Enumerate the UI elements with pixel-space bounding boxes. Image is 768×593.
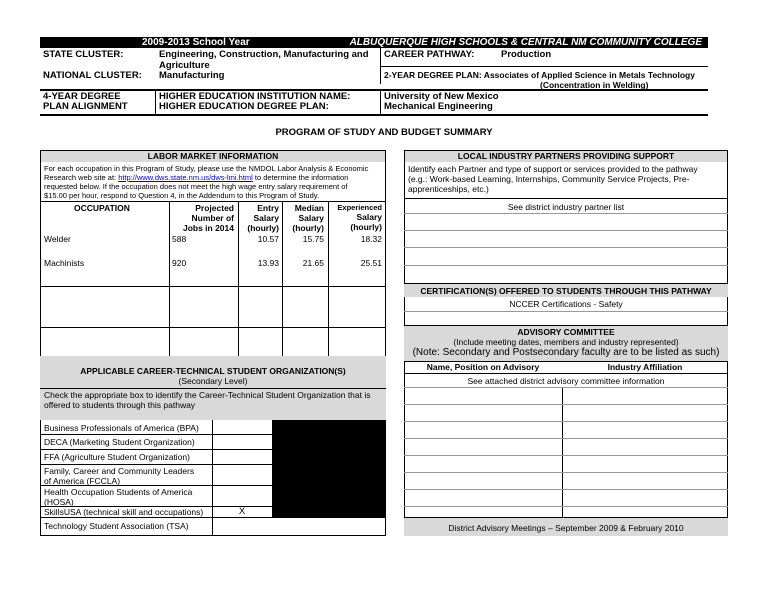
table-row-occupation: Welder: [44, 234, 71, 244]
career-pathway-label: CAREER PATHWAY:: [384, 49, 475, 60]
ctso-org-bpa: Business Professionals of America (BPA): [44, 423, 199, 433]
nmdol-link[interactable]: http://www.dws.state.nm.us/dws-lmi.html: [118, 173, 253, 182]
advisory-sub: (Include meeting dates, members and industry represented): [453, 337, 679, 347]
certification-title: CERTIFICATION(S) OFFERED TO STUDENTS THROUGH THIS PATHWAY: [420, 286, 712, 296]
state-cluster-label: STATE CLUSTER:: [43, 49, 124, 60]
ctso-org-hosa: Health Occupation Students of America (HOSA): [44, 487, 193, 507]
degree-plan-line2: (Concentration in Welding): [540, 80, 649, 90]
institution-label: HIGHER EDUCATION INSTITUTION NAME:: [159, 91, 351, 102]
ctso-org-tsa: Technology Student Association (TSA): [44, 521, 189, 531]
state-cluster-value: Engineering, Construction, Manufacturing and Agriculture: [159, 49, 369, 71]
col-occupation: OCCUPATION: [74, 203, 130, 213]
institution-value: University of New Mexico: [384, 91, 499, 102]
table-row-entry: 13.93: [257, 258, 279, 268]
degree-value: Mechanical Engineering: [384, 101, 493, 112]
labor-intro-line: requested below. If the occupation does not meet the high wage entry salary requirement of: [44, 182, 348, 191]
table-row-entry: 10.57: [257, 234, 279, 244]
four-year-label-1: 4-YEAR DEGREE: [43, 91, 121, 102]
career-pathway-value: Production: [501, 49, 552, 60]
advisory-col-name: Name, Position on Advisory: [426, 362, 540, 372]
certification-entry: NCCER Certifications - Safety: [509, 299, 623, 309]
advisory-title: ADVISORY COMMITTEE: [517, 327, 615, 337]
labor-market-intro: [44, 164, 384, 200]
checkbox-bpa[interactable]: [212, 423, 272, 434]
table-row-median: 15.75: [302, 234, 324, 244]
checkbox-fccla[interactable]: [212, 466, 272, 484]
ctso-blackout: [272, 420, 386, 517]
partners-title: LOCAL INDUSTRY PARTNERS PROVIDING SUPPORT: [457, 151, 675, 161]
col-projected: Projected Number of Jobs in 2014: [182, 203, 234, 233]
national-cluster-value: Manufacturing: [159, 70, 225, 81]
ctso-title: APPLICABLE CAREER-TECHNICAL STUDENT ORGANIZATION(S): [80, 366, 346, 376]
table-row-experienced: 18.32: [360, 234, 382, 244]
table-row-experienced: 25.51: [360, 258, 382, 268]
partners-entry: See district industry partner list: [507, 202, 625, 212]
school-year: 2009-2013 School Year: [142, 37, 250, 48]
four-year-label-2: PLAN ALIGNMENT: [43, 101, 128, 112]
col-entry: Entry Salary (hourly): [247, 203, 279, 233]
ctso-org-fccla: Family, Career and Community Leaders of America (FCCLA): [44, 466, 195, 486]
national-cluster-label: NATIONAL CLUSTER:: [43, 70, 142, 81]
labor-intro-line: Research web site at: http://www.dws.state.nm.us/dws-lmi.html to determine the information: [44, 173, 349, 182]
ctso-org-ffa: FFA (Agriculture Student Organization): [44, 452, 190, 462]
partners-intro: Identify each Partner and type of support or services provided to the pathway (e.g.: Work-based Learning, Internships, Community Service Projects, Pre- apprenticeships, etc.): [408, 164, 698, 194]
degree-label: HIGHER EDUCATION DEGREE PLAN:: [159, 101, 329, 112]
header-bar: [40, 37, 708, 48]
advisory-entry: See attached district advisory committee information: [467, 376, 665, 386]
table-row-jobs: 920: [172, 258, 187, 268]
labor-intro-line: For each occupation in this Program of Study, please use the NMDOL Labor Analysis & Economic: [44, 164, 369, 173]
checkbox-skillsusa[interactable]: X: [238, 506, 246, 517]
checkbox-hosa[interactable]: [212, 487, 272, 505]
table-row-median: 21.65: [302, 258, 324, 268]
checkbox-ffa[interactable]: [212, 452, 272, 463]
ctso-sub: (Secondary Level): [178, 376, 248, 386]
ctso-org-skillsusa: SkillsUSA (technical skill and occupations): [44, 507, 204, 517]
certification-header: [404, 283, 728, 297]
advisory-col-affiliation: Industry Affiliation: [607, 362, 683, 372]
col-median: Median Salary (hourly): [292, 203, 324, 233]
col-experienced: Experienced Salary (hourly): [337, 203, 382, 232]
table-row-occupation: Machinists: [44, 258, 85, 268]
header-org: ALBUQUERQUE HIGH SCHOOLS & CENTRAL NM COMMUNITY COLLEGE: [349, 37, 702, 48]
page-title: PROGRAM OF STUDY AND BUDGET SUMMARY: [275, 127, 493, 138]
table-row-jobs: 588: [172, 234, 187, 244]
ctso-org-deca: DECA (Marketing Student Organization): [44, 437, 195, 447]
advisory-meetings-bar: [404, 517, 728, 536]
degree-plan-line1: 2-YEAR DEGREE PLAN: Associates of Applied Science in Metals Technology: [384, 70, 695, 80]
advisory-meetings: District Advisory Meetings – September 2009 & February 2010: [448, 523, 684, 533]
advisory-note: (Note: Secondary and Postsecondary faculty are to be listed as such): [412, 347, 720, 358]
checkbox-deca[interactable]: [212, 437, 272, 448]
checkbox-tsa[interactable]: [212, 521, 272, 533]
labor-market-title: LABOR MARKET INFORMATION: [147, 151, 279, 161]
labor-intro-line: $15.00 per hour, respond to Question 4, in the Addendum to this Program of Study.: [44, 191, 320, 200]
ctso-intro: Check the appropriate box to identify the Career-Technical Student Organization that is offered to students through this pathway: [44, 390, 371, 410]
